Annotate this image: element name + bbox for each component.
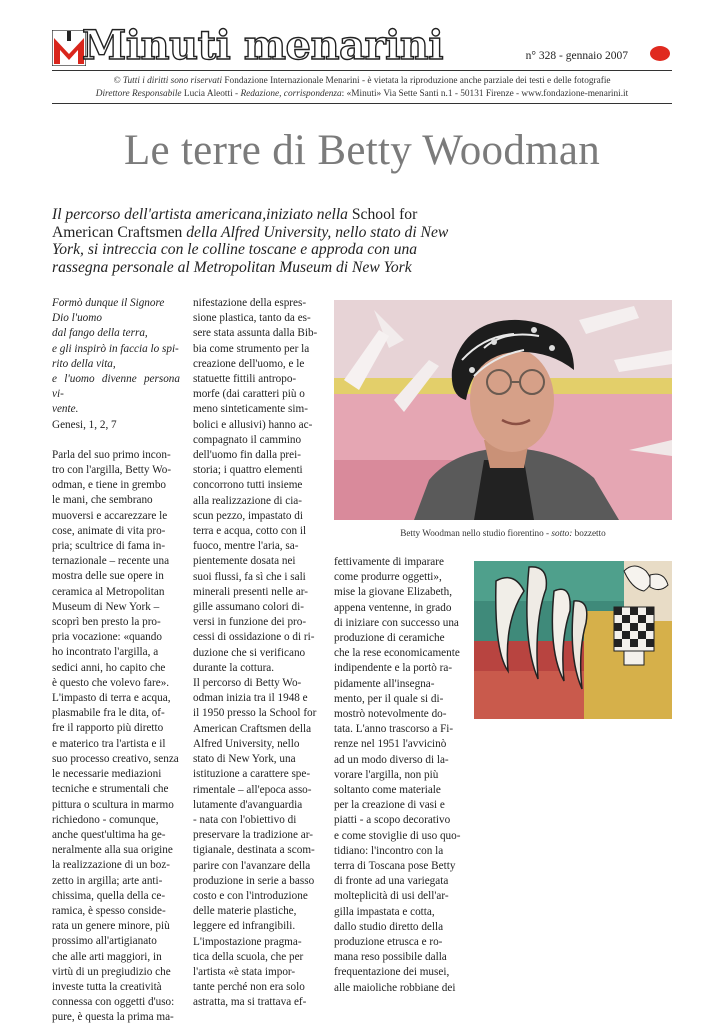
body-text-line: il 1950 presso la School for	[193, 707, 317, 720]
body-text-line: L'impostazione pragma-	[193, 935, 302, 948]
body-text-line: delle materie plastiche,	[193, 905, 297, 918]
body-text-line: sere stata assunta dalla Bib-	[193, 327, 318, 340]
article-subtitle	[52, 206, 472, 276]
credits-rights-text: Fondazione Internazionale Menarini - è vietata la riproduzione anche parziale dei testi e delle fotografie	[222, 76, 611, 86]
caption-sketch: bozzetto	[572, 528, 606, 538]
subtitle-part-a: Il percorso dell'artista americana,iniziato nella	[52, 206, 348, 223]
body-text-line: produzione etrusca e ro-	[334, 936, 443, 949]
body-text-line: l'artista «è stata impor-	[193, 965, 296, 978]
body-text-line: pidamente all'insegna-	[334, 677, 435, 690]
body-text-line: astratta, ma si trattava ef-	[193, 996, 307, 1009]
body-text-line: bia come strumento per la	[193, 342, 310, 355]
epigraph-line: rito della vita,	[52, 357, 116, 370]
masthead-logo-text: Minuti menarini	[82, 22, 444, 69]
body-text-line: plasmabile fra le dita, of-	[52, 707, 165, 720]
body-text-line: minerali presenti nelle ar-	[193, 585, 309, 598]
body-text-line: nifestazione della espres-	[193, 297, 307, 309]
column-1	[52, 296, 180, 1024]
body-text-line: indipendente e la portò ra-	[334, 662, 453, 675]
column-3	[334, 555, 462, 996]
body-text-line: la realizzazione di un boz-	[52, 859, 171, 872]
body-text-line: investe tutta la creatività	[52, 980, 162, 993]
column-3-body	[334, 555, 462, 996]
body-text-line: ho incontrato l'argilla, a	[52, 646, 159, 659]
body-text-line: produzione di ceramiche	[334, 632, 445, 645]
body-text-line: ceramica al Metropolitan	[52, 585, 165, 598]
body-text-line: piatti - a scopo decorativo	[334, 814, 451, 827]
body-text-line: scoprì ben presto la pro-	[52, 616, 161, 629]
body-text-line: richiedono - comunque,	[52, 813, 159, 826]
body-text-line: e come stoviglie di uso quo-	[334, 829, 461, 842]
body-text-line: per la creazione di vasi e	[334, 799, 445, 812]
body-text-line: virtù di un pregiudizio che	[52, 965, 171, 978]
body-text-line: istituzione a carattere spe-	[193, 768, 311, 781]
body-text-line: dallo studio diretto della	[334, 920, 444, 933]
body-text-line: leggere ed infrangibili.	[193, 920, 296, 933]
artist-portrait-photo	[334, 300, 672, 520]
credits-director-label: Direttore Responsabile	[95, 89, 182, 99]
body-text-line: connessa con oggetti d'uso:	[52, 996, 175, 1009]
body-text-line: prossimo all'artigianato	[52, 935, 157, 948]
body-text-line: statuette fittili antropo-	[193, 373, 297, 386]
credits-line-1	[52, 75, 672, 87]
body-text-line: durante la cottura.	[193, 661, 275, 674]
epigraph	[52, 296, 180, 418]
body-text-line: fuoco, mentre l'aria, sa-	[193, 540, 299, 553]
epigraph-line: Dio l'uomo	[52, 312, 102, 325]
body-text-line: preservare la tradizione ar-	[193, 829, 313, 842]
body-text-line: pria; scultrice di fama in-	[52, 540, 166, 553]
body-text-line: mento, per il quale si di-	[334, 692, 444, 705]
body-text-line: duzione che si verificano	[193, 646, 306, 659]
body-text-line: pure, è questa la prima ma-	[52, 1011, 174, 1024]
body-text-line: e materico tra l'artista e il	[52, 737, 166, 750]
body-text-line: che la rese economicamente	[334, 647, 460, 660]
body-text-line: produzione in serie a basso	[193, 874, 315, 887]
column-1-body	[52, 448, 180, 1024]
body-text-line: tante perché non era solo	[193, 981, 305, 994]
body-text-line: rata un genere minore, più	[52, 920, 170, 933]
body-text-line: che alle arti maggiori, in	[52, 950, 162, 963]
body-text-line: pientemente dosata nei	[193, 555, 296, 568]
body-text-line: mostra delle sue opere in	[52, 570, 164, 583]
body-text-line: di fronte ad una variegata	[334, 875, 449, 888]
body-text-line: come produrre oggetti»,	[334, 571, 442, 584]
body-text-line: L'impasto di terra e acqua,	[52, 692, 171, 705]
body-text-line: alla realizzazione di cia-	[193, 494, 303, 507]
body-text-line: muoversi e accarezzare le	[52, 509, 168, 522]
body-text-line: stato di New York, una	[193, 753, 296, 766]
body-text-line: pria vocazione: «quando	[52, 631, 162, 644]
sketch-artwork-image	[474, 561, 672, 719]
body-text-line: è questo che volevo fare».	[52, 676, 170, 689]
subtitle-part-b: School for American Craftsmen	[52, 206, 418, 241]
body-text-line: lutamente d'avanguardia	[193, 798, 303, 811]
header-rule	[52, 70, 672, 71]
body-text-line: gilla impastata e cotta,	[334, 905, 435, 918]
body-text-line: pittura o scultura in marmo	[52, 798, 174, 811]
article-title: Le terre di Betty Woodman	[123, 127, 601, 174]
body-text-line: meno sinteticamente sim-	[193, 403, 308, 416]
column-2	[193, 296, 322, 1011]
body-text-line: di iniziare con successo una	[334, 616, 459, 629]
body-text-line: tigianale, destinata a scom-	[193, 844, 315, 857]
epigraph-line: e l'uomo divenne persona vi-	[52, 373, 180, 401]
body-text-line: tecniche e strumentali che	[52, 783, 169, 796]
body-text-line: morfe (dai caratteri più o	[193, 388, 305, 401]
body-text-line: tica della scuola, che per	[193, 950, 304, 963]
body-text-line: Alfred University, nello	[193, 737, 300, 750]
red-dot-icon	[650, 46, 670, 61]
body-text-line: compagnato il cammino	[193, 433, 302, 446]
epigraph-line: dal fango della terra,	[52, 327, 148, 340]
subtitle-part-c: della Alfred University, nello stato di New York, si intreccia con le colline toscane e approda con una rassegna personale al Metropolitan Museum di New York	[52, 223, 449, 276]
body-text-line: alle maioliche robbiane dei	[334, 981, 456, 994]
body-text-line: suoi flussi, fa sì che i sali	[193, 570, 306, 583]
body-text-line: - nata con l'obiettivo di	[193, 813, 297, 826]
credits-line-2	[52, 88, 672, 100]
body-text-line: tro con l'argilla, Betty Wo-	[52, 464, 172, 477]
epigraph-line: e gli inspirò in faccia lo spi-	[52, 342, 179, 355]
caption-below-label: sotto:	[551, 528, 573, 538]
menarini-logo-icon	[52, 30, 86, 66]
credits-rule	[52, 103, 672, 104]
body-text-line: versi in funzione dei pro-	[193, 616, 307, 629]
body-text-line: molteplicità di usi dell'ar-	[334, 890, 449, 903]
body-text-line: ramica, è spesso conside-	[52, 904, 166, 917]
body-text-line: dell'uomo fin dalla prei-	[193, 449, 301, 462]
body-text-line: ad un modo diverso di la-	[334, 753, 449, 766]
credits-director: Lucia Aleotti -	[181, 89, 241, 99]
epigraph-source: Genesi, 1, 2, 7	[52, 418, 117, 431]
body-text-line: ternazionale – recente una	[52, 555, 170, 568]
body-text-line: zetto in argilla; arte anti-	[52, 874, 163, 887]
body-text-line: le necessarie mediazioni	[52, 768, 162, 781]
body-text-line: Parla del suo primo incon-	[52, 448, 171, 461]
body-text-line: soltanto come materiale	[334, 784, 441, 797]
masthead	[52, 22, 672, 69]
body-text-line: renze nel 1951 l'avvicinò	[334, 738, 447, 751]
body-text-line: concorrono tutti insieme	[193, 479, 303, 492]
body-text-line: vorare l'argilla, non più	[334, 768, 439, 781]
column-2-body	[193, 296, 322, 1011]
body-text-line: odman, e tiene in grembo	[52, 479, 167, 492]
body-text-line: tidiano: l'incontro con la	[334, 844, 444, 857]
body-text-line: Museum di New York –	[52, 600, 160, 613]
body-text-line: odman inizia tra il 1948 e	[193, 692, 308, 705]
caption-text: Betty Woodman nello studio fiorentino -	[400, 528, 552, 538]
body-text-line: mise la giovane Elizabeth,	[334, 586, 453, 599]
body-text-line: suo processo creativo, senza	[52, 752, 179, 765]
credits-editorial: : «Minuti» Via Sette Santi n.1 - 50131 Firenze - www.fondazione-menarini.it	[341, 89, 629, 99]
epigraph-line: Formò dunque il Signore	[52, 297, 165, 309]
body-text-line: American Craftsmen della	[193, 722, 312, 735]
body-text-line: terra e acqua, cotto con il	[193, 525, 307, 538]
body-text-line: storia; i quattro elementi	[193, 464, 303, 477]
photo-caption	[334, 528, 672, 538]
body-text-line: fettivamente di imparare	[334, 556, 444, 568]
body-text-line: creazione dell'uomo, e le	[193, 357, 305, 370]
issue-number: n° 328 - gennaio 2007	[525, 50, 628, 62]
body-text-line: anche quest'ultima ha ge-	[52, 828, 166, 841]
body-text-line: scun pezzo, impastato di	[193, 509, 303, 522]
body-text-line: tata. L'anno trascorso a Fi-	[334, 723, 454, 736]
body-text-line: terra di Toscana pose Betty	[334, 860, 456, 873]
body-text-line: fre il rapporto più diretto	[52, 722, 164, 735]
epigraph-line: vente.	[52, 403, 79, 416]
body-text-line: parire con l'avanzare della	[193, 859, 311, 872]
body-text-line: cose, animate di vita pro-	[52, 524, 166, 537]
body-text-line: neralmente alla sua origine	[52, 844, 173, 857]
body-text-line: mana reso possibile dalla	[334, 951, 447, 964]
body-text-line: mostrò notevolmente do-	[334, 708, 447, 721]
body-text-line: bolici e allusivi) hanno ac-	[193, 418, 313, 431]
body-text-line: le mani, che sembrano	[52, 494, 153, 507]
body-text-line: gille assumano colori di-	[193, 601, 304, 614]
body-text-line: rimentale – all'epoca asso-	[193, 783, 312, 796]
body-text-line: sedici anni, ho capito che	[52, 661, 166, 674]
body-text-line: appena ventenne, in grado	[334, 601, 452, 614]
body-text-line: cessi di ossidazione o di ri-	[193, 631, 315, 644]
credits-rights: © Tutti i diritti sono riservati	[113, 76, 223, 86]
body-text-line: Il percorso di Betty Wo-	[193, 677, 302, 690]
body-text-line: costo e con l'introduzione	[193, 889, 308, 902]
credits-editorial-label: Redazione, corrispondenza	[240, 89, 342, 99]
body-text-line: frequentazione dei musei,	[334, 966, 450, 979]
body-text-line: chissima, quella della ce-	[52, 889, 166, 902]
body-text-line: sione plastica, tanto da es-	[193, 312, 311, 325]
